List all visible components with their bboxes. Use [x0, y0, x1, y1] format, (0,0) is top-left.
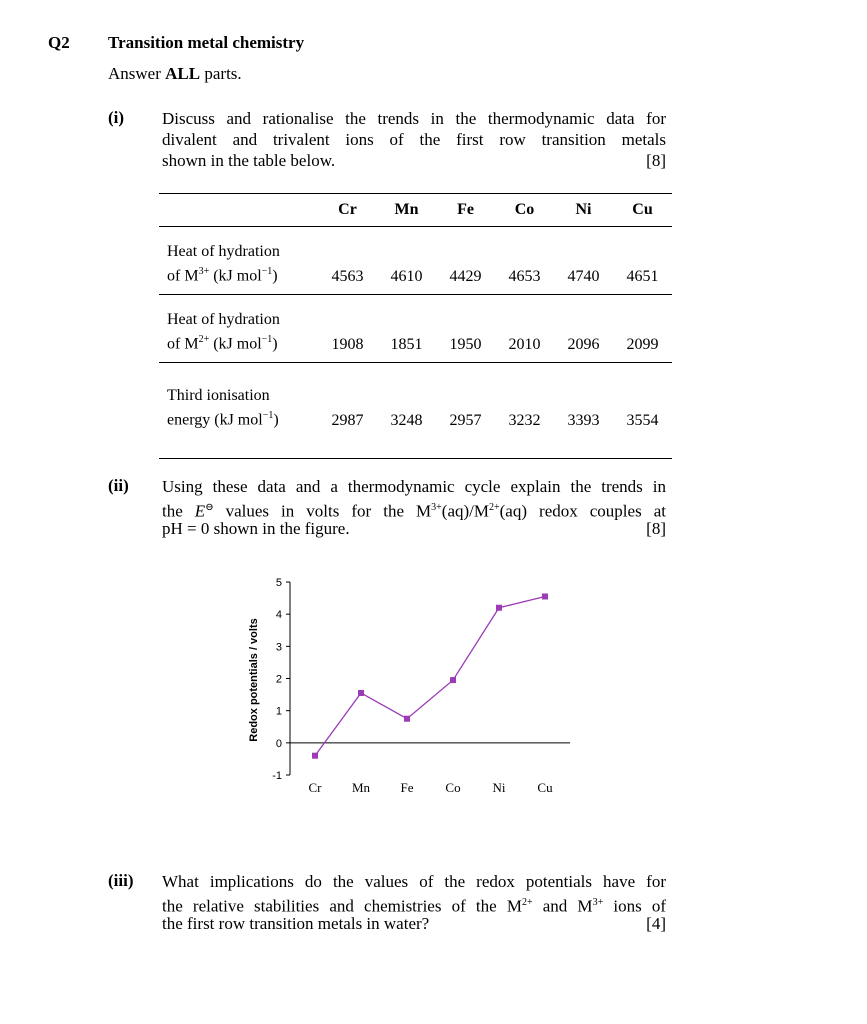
table-header: Co	[495, 194, 554, 227]
row-label-post: (kJ mol	[209, 267, 262, 284]
instruction-prefix: Answer	[108, 64, 166, 83]
part-i-line-1: Discuss and rationalise the trends in the thermodynamic data for	[162, 109, 666, 128]
table-row	[159, 227, 672, 295]
y-tick-label: -1	[272, 770, 282, 782]
row-label-pre: energy (kJ mol	[167, 411, 263, 428]
table-cell: 4563	[318, 227, 377, 295]
part-ii-line-2	[162, 497, 666, 521]
table-header: Ni	[554, 194, 613, 227]
redox-chart	[235, 570, 585, 800]
part-ii-e-symbol: E	[194, 501, 206, 521]
part-ii-l2b: values in volts for the M	[213, 501, 432, 521]
part-iii-label: (iii)	[108, 871, 134, 890]
row-label-post: )	[273, 411, 279, 428]
table-header: Fe	[436, 194, 495, 227]
table-cell: 1851	[377, 295, 436, 363]
y-tick-label: 2	[275, 673, 282, 686]
table-cell: 2987	[318, 363, 377, 459]
table-header: Mn	[377, 194, 436, 227]
part-ii-l2a: the	[162, 501, 195, 521]
row-label-end: )	[272, 267, 278, 284]
part-iii-l2a: the relative stabilities and chemistries of the M	[162, 896, 522, 916]
part-ii-last-text: pH = 0 shown in the figure.	[162, 519, 350, 538]
table-header-row	[159, 194, 672, 227]
part-iii-sup2: 3+	[592, 897, 604, 908]
table-cell: 3393	[554, 363, 613, 459]
table-cell: 1908	[318, 295, 377, 363]
x-tick-label: Co	[445, 780, 461, 795]
table-cell: 3554	[613, 363, 672, 459]
question-number: Q2	[48, 33, 70, 52]
part-ii-text	[162, 476, 666, 539]
part-ii-sup2: 2+	[489, 502, 500, 513]
part-i-last-line	[162, 150, 666, 171]
table-cell: 4651	[613, 227, 672, 295]
x-tick-label: Cu	[537, 780, 553, 795]
table-cell: 3232	[495, 363, 554, 459]
table-cell: 2099	[613, 295, 672, 363]
row-label-end: )	[272, 335, 278, 352]
table-corner	[159, 194, 318, 227]
y-tick-label: 1	[275, 705, 282, 718]
data-point-cr	[312, 753, 318, 759]
y-tick-label: 5	[275, 577, 282, 589]
standard-state-symbol: ⊖	[205, 502, 214, 513]
table-cell: 4653	[495, 227, 554, 295]
part-ii-label: (ii)	[108, 476, 129, 495]
question-title: Transition metal chemistry	[108, 33, 305, 52]
table-cell: 1950	[436, 295, 495, 363]
row-label-post: (kJ mol	[209, 335, 262, 352]
row-label	[159, 227, 318, 295]
part-iii-l2c: ions of	[603, 896, 666, 916]
part-iii-line-1: What implications do the values of the redox potentials have for	[162, 872, 666, 891]
row-unit-sup: −1	[261, 265, 273, 277]
part-ii-last-line	[162, 518, 666, 539]
part-i-line-2: divalent and trivalent ions of the first row transition metals	[162, 130, 666, 149]
part-iii-line-2	[162, 892, 666, 916]
part-i-last-text: shown in the table below.	[162, 151, 336, 170]
part-ii-line-1: Using these data and a thermodynamic cycle explain the trends in	[162, 477, 666, 496]
table-cell: 4610	[377, 227, 436, 295]
row-label-line1: Heat of hydration	[167, 310, 280, 328]
part-ii-marks: [8]	[646, 519, 666, 538]
part-iii-l2b: and M	[532, 896, 593, 916]
instruction	[108, 64, 242, 84]
instruction-bold: ALL	[165, 64, 201, 83]
instruction-suffix: parts.	[200, 64, 242, 83]
data-point-cu	[542, 593, 548, 599]
row-label-pre: of M	[167, 267, 199, 284]
row-label-sup: 2+	[198, 333, 210, 345]
table-cell: 2096	[554, 295, 613, 363]
table-header: Cu	[613, 194, 672, 227]
data-point-co	[450, 677, 456, 683]
thermo-data-table	[159, 193, 672, 459]
table-cell: 2010	[495, 295, 554, 363]
y-tick-label: 3	[275, 641, 282, 654]
table-header: Cr	[318, 194, 377, 227]
data-point-mn	[358, 690, 364, 696]
data-point-ni	[496, 605, 502, 611]
part-ii-sup1: 3+	[431, 502, 442, 513]
part-ii-l2d: (aq) redox couples at	[499, 501, 666, 521]
row-label-pre: of M	[167, 335, 199, 352]
x-tick-label: Cr	[308, 780, 322, 795]
row-label-sup: 3+	[198, 265, 210, 277]
part-iii-marks: [4]	[646, 914, 666, 933]
row-unit-sup: −1	[261, 333, 273, 345]
row-label	[159, 295, 318, 363]
row-label-line1: Third ionisation	[167, 386, 270, 404]
part-i-text	[162, 108, 666, 171]
table-cell: 4429	[436, 227, 495, 295]
part-iii-last-text: the first row transition metals in water?	[162, 914, 430, 933]
row-label-line1: Heat of hydration	[167, 242, 280, 260]
table-row	[159, 363, 672, 459]
table-row	[159, 295, 672, 363]
part-iii-text	[162, 871, 666, 934]
y-axis-label: Redox potentials / volts	[248, 618, 260, 742]
part-ii-l2c: (aq)/M	[441, 501, 489, 521]
y-tick-label: 4	[275, 609, 282, 622]
row-label-sup: −1	[262, 409, 274, 421]
part-i-marks: [8]	[646, 151, 666, 170]
table-cell: 4740	[554, 227, 613, 295]
x-tick-label: Ni	[492, 780, 506, 795]
row-label	[159, 363, 318, 459]
table-cell: 3248	[377, 363, 436, 459]
part-iii-sup1: 2+	[521, 897, 533, 908]
x-tick-label: Mn	[351, 780, 371, 795]
table-cell: 2957	[436, 363, 495, 459]
part-iii-last-line	[162, 913, 666, 934]
series-line	[315, 596, 545, 755]
data-point-fe	[404, 716, 410, 722]
x-tick-label: Fe	[400, 780, 414, 795]
y-tick-label: 0	[275, 737, 282, 750]
part-i-label: (i)	[108, 108, 125, 127]
